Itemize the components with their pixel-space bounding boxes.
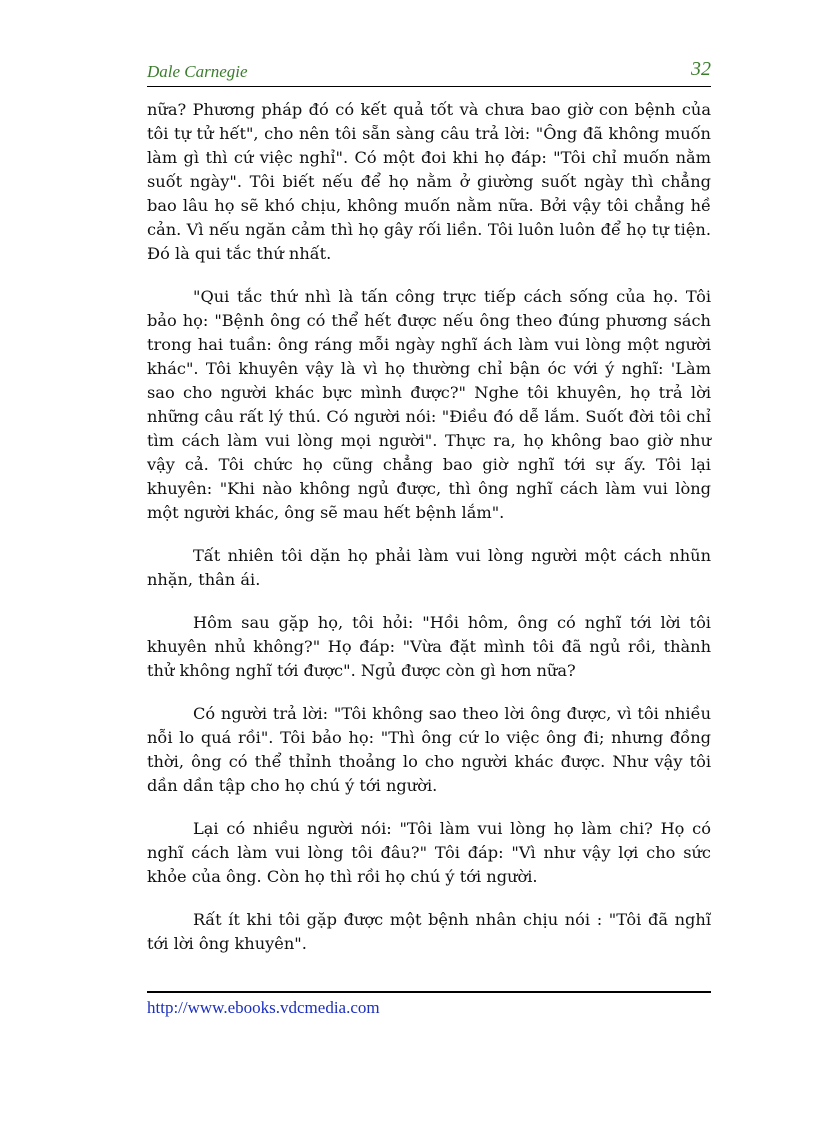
footer-divider (147, 991, 711, 993)
paragraph-5: Có người trả lời: "Tôi không sao theo lời ông được, vì tôi nhiều nỗi lo quá rồi". Tôi bảo họ: "Thì ông cứ lo việc ông đi; nhưng đồng thời, ông có thể thỉnh thoảng lo cho người khác được. Như vậy tôi dần dần tập cho họ chú ý tới người. (147, 704, 711, 795)
footer-url-link[interactable]: http://www.ebooks.vdcmedia.com (147, 998, 380, 1017)
running-header (147, 56, 711, 87)
page-number: 32 (691, 58, 711, 80)
paragraph-6: Lại có nhiều người nói: "Tôi làm vui lòng họ làm chi? Họ có nghĩ cách làm vui lòng tôi đâu?" Tôi đáp: "Vì như vậy lợi cho sức khỏe của ông. Còn họ thì rồi họ chú ý tới người. (147, 819, 711, 886)
header-author: Dale Carnegie (147, 62, 248, 81)
paragraph-3: Tất nhiên tôi dặn họ phải làm vui lòng người một cách nhũn nhặn, thân ái. (147, 546, 711, 589)
paragraph-4: Hôm sau gặp họ, tôi hỏi: "Hồi hôm, ông có nghĩ tới lời tôi khuyên nhủ không?" Họ đáp: "Vừa đặt mình tôi đã ngủ rồi, thành thử không nghĩ tới được". Ngủ được còn gì hơn nữa? (147, 613, 711, 680)
paragraph-1: nữa? Phương pháp đó có kết quả tốt và chưa bao giờ con bệnh của tôi tự tử hết", cho nên tôi sẵn sàng câu trả lời: "Ông đã không muốn làm gì thì cứ việc nghỉ". Có một đoi khi họ đáp: "Tôi chỉ muốn nằm suốt ngày". Tôi biết nếu để họ nằm ở giường suốt ngày thì chẳng bao lâu họ sẽ khó chịu, không muốn nằm nữa. Bởi vậy tôi chẳng hề cản. Vì nếu ngăn cảm thì họ gây rối liền. Tôi luôn luôn để họ tự tiện. Đó là qui tắc thứ nhất. (147, 100, 711, 263)
paragraph-2: "Qui tắc thứ nhì là tấn công trực tiếp cách sống của họ. Tôi bảo họ: "Bệnh ông có thể hết được nếu ông theo đúng phương sách trong hai tuần: ông ráng mỗi ngày nghĩ ách làm vui lòng một người khác". Tôi khuyên vậy là vì họ thường chỉ bận óc với ý nghĩ: 'Làm sao cho người khác bực mình được?" Nghe tôi khuyên, họ trả lời những câu rất lý thú. Có người nói: "Điều đó dễ lắm. Suốt đời tôi chỉ tìm cách làm vui lòng mọi người". Thực ra, họ không bao giờ như vậy cả. Tôi chức họ cũng chẳng bao giờ nghĩ tới sự ấy. Tôi lại khuyên: "Khi nào không ngủ được, thì ông nghĩ cách làm vui lòng một người khác, ông sẽ mau hết bệnh lắm". (147, 287, 711, 522)
page-body (147, 98, 711, 975)
paragraph-7: Rất ít khi tôi gặp được một bệnh nhân chịu nói : "Tôi đã nghĩ tới lời ông khuyên". (147, 910, 711, 953)
